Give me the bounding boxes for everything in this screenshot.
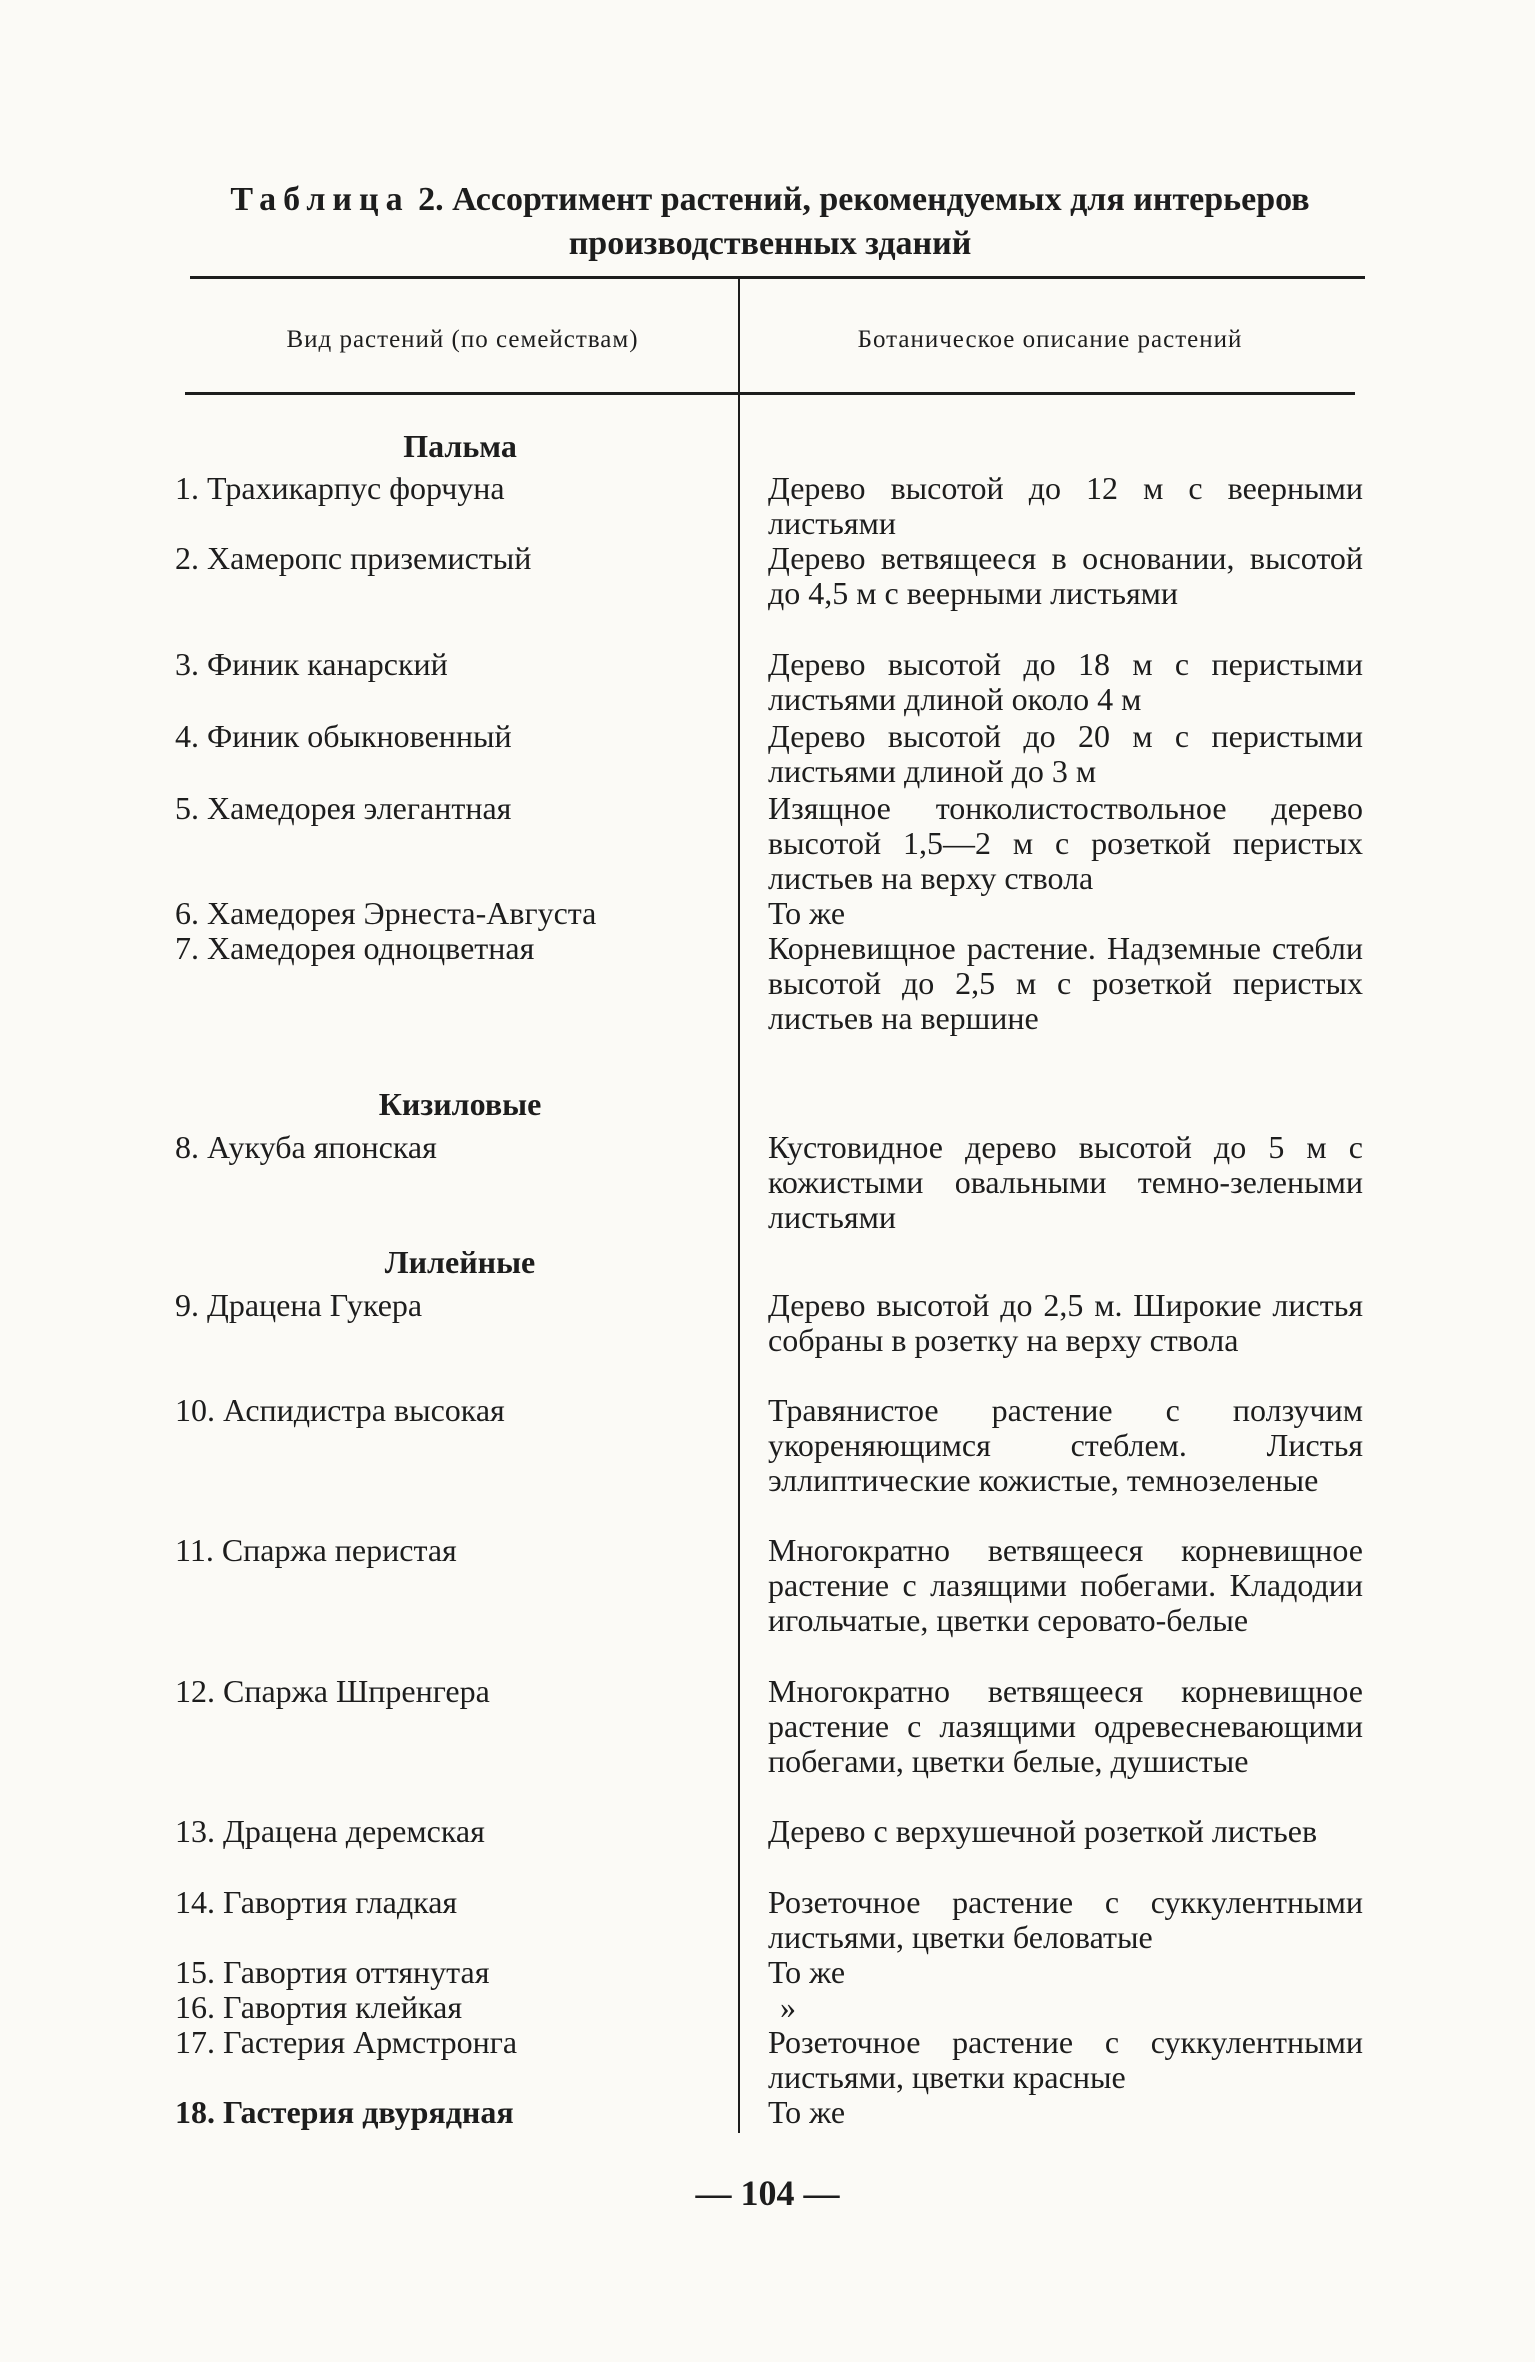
table-caption	[170, 178, 1370, 266]
plant-description: Многократно ветвящееся корневищное растение с лазящими побегами. Кладодии игольчатые, цветки серовато-белые	[768, 1532, 1363, 1638]
caption-line-1	[170, 178, 1370, 222]
plant-name: 12. Спаржа Шпренгера	[175, 1673, 490, 1709]
page-number: — 104 —	[695, 2173, 840, 2213]
plant-description: Розеточное растение с суккулентными листьями, цветки красные	[768, 2024, 1363, 2095]
top-rule	[190, 276, 1365, 279]
plant-name: 15. Гавортия оттянутая	[175, 1954, 490, 1990]
plant-description: То же	[768, 895, 846, 931]
plant-description: Кустовидное дерево высотой до 5 м с кожистыми овальными темно-зелеными листьями	[768, 1129, 1363, 1235]
plant-name: 2. Хамеропс приземистый	[175, 540, 532, 576]
plant-name: 14. Гавортия гладкая	[175, 1884, 458, 1920]
plant-name: 13. Драцена деремская	[175, 1813, 485, 1849]
column-divider	[738, 278, 740, 2133]
plant-name: 11. Спаржа перистая	[175, 1532, 457, 1568]
plant-name: 7. Хамедорея одноцветная	[175, 930, 535, 966]
plant-description: Корневищное растение. Надземные стебли высотой до 2,5 м с розеткой перистых листьев на вершине	[768, 930, 1363, 1036]
plant-name: 5. Хамедорея элегантная	[175, 790, 512, 826]
plant-description: Розеточное растение с суккулентными листьями, цветки беловатые	[768, 1884, 1363, 1955]
plant-description: Дерево с верхушечной розеткой листьев	[768, 1813, 1318, 1849]
plant-description: То же	[768, 2094, 846, 2130]
plant-name: 17. Гастерия Армстронга	[175, 2024, 518, 2060]
plant-name: 6. Хамедорея Эрнеста-Августа	[175, 895, 597, 931]
caption-number: 2.	[418, 181, 444, 218]
plant-description: Многократно ветвящееся корневищное растение с лазящими одревесневающими побегами, цветки белые, душистые	[768, 1673, 1363, 1779]
plant-name: 16. Гавортия клейкая	[175, 1989, 463, 2025]
plant-description: Дерево высотой до 2,5 м. Широкие листья собраны в розетку на верху ствола	[768, 1287, 1363, 1358]
plant-description: Изящное тонколистоствольное дерево высотой 1,5—2 м с розеткой перистых листьев на верху ствола	[768, 790, 1363, 896]
plant-description: То же	[768, 1954, 846, 1990]
caption-label: Таблица	[230, 181, 410, 218]
family-heading: Лилейные	[384, 1244, 536, 1280]
plant-name: 9. Драцена Гукера	[175, 1287, 423, 1323]
plant-description: »	[780, 1989, 796, 2025]
plant-description: Дерево высотой до 12 м с веерными листьями	[768, 470, 1363, 541]
plant-description: Дерево высотой до 20 м с перистыми листьями длиной до 3 м	[768, 718, 1363, 789]
plant-name: 4. Финик обыкновенный	[175, 718, 512, 754]
plant-description: Дерево ветвящееся в основании, высотой до 4,5 м с веерными листьями	[768, 540, 1363, 611]
plant-name: 8. Аукуба японская	[175, 1129, 437, 1165]
family-heading: Пальма	[403, 428, 517, 464]
header-rule	[185, 392, 1355, 395]
plant-description: Травянистое растение с ползучим укореняющимся стеблем. Листья эллиптические кожистые, темнозеленые	[768, 1392, 1363, 1498]
column-header-description: Ботаническое описание растений	[857, 326, 1243, 353]
plant-name: 10. Аспидистра высокая	[175, 1392, 505, 1428]
caption-title-line1: Ассортимент растений, рекомендуемых для интерьеров	[452, 181, 1310, 218]
plant-name: 18. Гастерия двурядная	[175, 2094, 514, 2130]
plant-name: 3. Финик канарский	[175, 646, 448, 682]
family-heading: Кизиловые	[378, 1086, 542, 1122]
column-header-species: Вид растений (по семействам)	[286, 326, 639, 353]
plant-description: Дерево высотой до 18 м с перистыми листьями длиной около 4 м	[768, 646, 1363, 717]
caption-title-line2: производственных зданий	[568, 225, 972, 262]
plant-name: 1. Трахикарпус форчуна	[175, 470, 505, 506]
